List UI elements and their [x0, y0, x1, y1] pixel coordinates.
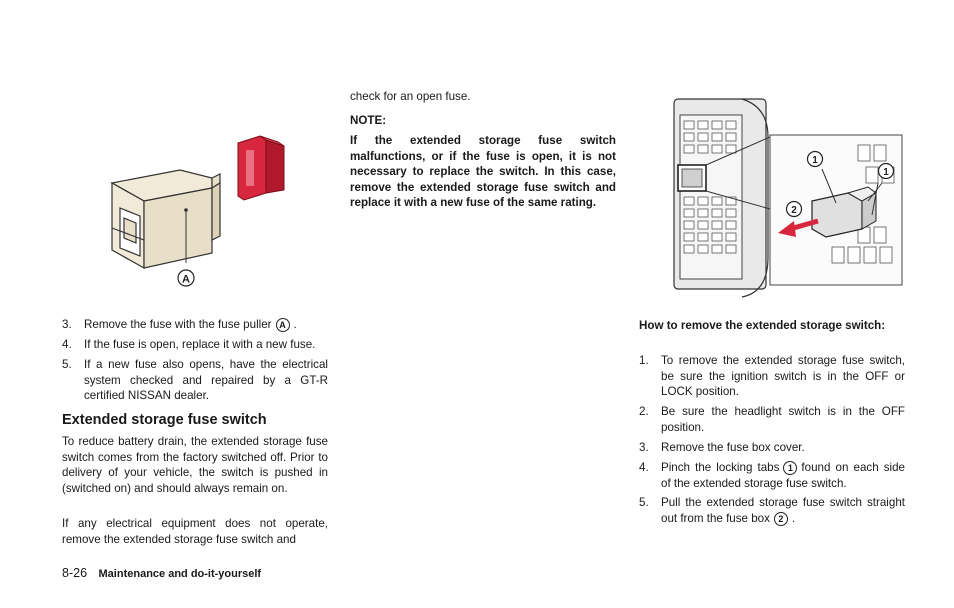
- callout-1-label: 1: [883, 167, 889, 178]
- step-text: found on each side of the extended storage fuse switch.: [661, 461, 905, 490]
- step-tail: .: [293, 318, 297, 331]
- callout-2-ref: 2: [774, 512, 788, 526]
- callout-2-label: 2: [791, 205, 797, 216]
- step-number: 5.: [639, 496, 649, 509]
- step-number: 4.: [639, 461, 649, 474]
- step-text: Pinch the locking tabs: [661, 461, 780, 474]
- step-text: .: [791, 511, 796, 525]
- subheading: How to remove the extended storage switch:: [639, 319, 886, 332]
- note-label: NOTE:: [350, 114, 387, 127]
- page-number: 8-26: [62, 566, 88, 580]
- callout-1-label-alt: 1: [672, 97, 673, 98]
- body-paragraph: To reduce battery drain, the extended storage fuse switch comes from the factory switched off. Prior to delivery of your vehicle, the switch is pushed in (switched on) and should always remain on.: [62, 435, 328, 495]
- fuse-box-illustration: [672, 97, 904, 300]
- step-text: If the fuse is open, replace it with a new fuse.: [84, 338, 316, 351]
- step-text: Be sure the headlight switch is in the OFF position.: [661, 405, 905, 434]
- note-text: If the extended storage fuse switch malfunctions, or if the fuse is open, it is not necessary to replace the switch. In this case, remove the extended storage fuse switch and replace it with a new fuse of the same rating.: [350, 134, 616, 210]
- callout-a-label: A: [182, 273, 190, 286]
- step-number: 5.: [62, 358, 72, 371]
- section-heading: Extended storage fuse switch: [62, 412, 267, 428]
- callout-1-label: 1: [812, 155, 818, 166]
- step-text: Pull the extended storage fuse switch straight out from the fuse box: [661, 496, 905, 525]
- page-footer: [62, 566, 261, 580]
- body-paragraph: If any electrical equipment does not operate, remove the extended storage fuse switch and: [62, 517, 328, 546]
- step-text: If a new fuse also opens, have the electrical system checked and repaired by a GT-R certified NISSAN dealer.: [84, 358, 328, 403]
- step-text: To remove the extended storage fuse switch, be sure the ignition switch is in the OFF or LOCK position.: [661, 354, 905, 399]
- fuse-puller-figure: [60, 88, 330, 298]
- fuse-drawing: [238, 136, 284, 200]
- step-number: 3.: [62, 318, 72, 331]
- callout-1-ref: 1: [783, 461, 797, 475]
- continued-text: check for an open fuse.: [350, 90, 471, 103]
- step-number: 4.: [62, 338, 72, 351]
- footer-section-title: Maintenance and do-it-yourself: [98, 568, 262, 580]
- step-number: 3.: [639, 441, 649, 454]
- callout-a-ref: A: [276, 318, 290, 332]
- fuse-puller-illustration: [60, 88, 330, 298]
- step-text: Remove the fuse with the fuse puller: [84, 318, 272, 331]
- fuse-puller-drawing: [112, 170, 220, 268]
- step-text: Remove the fuse box cover.: [661, 441, 805, 454]
- step-number: 1.: [639, 354, 649, 367]
- step-number: 2.: [639, 405, 649, 418]
- fuse-box-figure: [672, 97, 904, 300]
